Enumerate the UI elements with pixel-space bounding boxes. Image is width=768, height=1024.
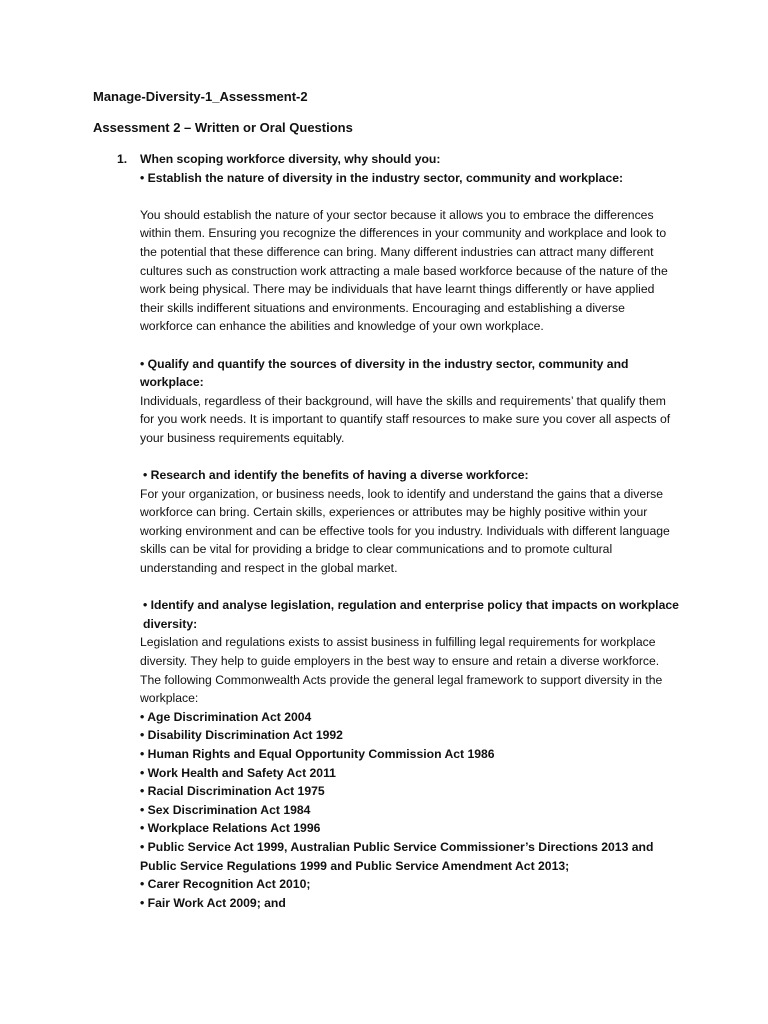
section-heading-benefits: • Research and identify the benefits of having a diverse workforce: [143, 468, 529, 483]
section-heading-legislation: • Identify and analyse legislation, regulation and enterprise policy that impacts on workplace diversity: [143, 598, 679, 631]
section-body-qualify: Individuals, regardless of their background, will have the skills and requirements’ that qualify them for you work needs. It is important to quantify staff resources to make sure you cover all aspects of your business requirements equitably. [140, 393, 671, 445]
act-item: • Work Health and Safety Act 2011 [140, 765, 336, 780]
section-body-benefits: For your organization, or business needs, look to identify and understand the gains that a diverse workforce can bring. Certain skills, experiences or attributes may be highly positive within your working environment and can be effective tools for you industry. Individuals with different language skills can be vital for providing a bridge to clear communications and to promote cultural understanding and respect in the global market. [140, 486, 670, 576]
section-heading-nature: • Establish the nature of diversity in the industry sector, community and workplace: [140, 170, 624, 185]
question-content [140, 150, 680, 912]
document-title: Manage-Diversity-1_Assessment-2 [93, 89, 308, 104]
question-number: 1. [117, 152, 128, 166]
act-item: • Fair Work Act 2009; and [140, 895, 286, 910]
act-item: • Age Discrimination Act 2004 [140, 709, 312, 724]
assessment-heading: Assessment 2 – Written or Oral Questions [93, 120, 353, 135]
section-body-legislation: Legislation and regulations exists to assist business in fulfilling legal requirements for workplace diversity. They help to guide employers in the best way to ensure and retain a diverse workforce. The following Commonwealth Acts provide the general legal framework to support diversity in the workplace: [140, 635, 663, 706]
acts-list [140, 708, 680, 913]
act-item: • Disability Discrimination Act 1992 [140, 728, 343, 743]
section-heading-qualify: • Qualify and quantify the sources of diversity in the industry sector, community and workplace: [140, 356, 629, 390]
section-body-nature: You should establish the nature of your sector because it allows you to embrace the differences within them. Ensuring you recognize the differences in your community and workplace and look to the potential that these difference can bring. Many different industries can attract many different cultures such as construction work attracting a male based workforce because of the nature of the work being physical. There may be individuals that have learnt things differently or have applied their skills indifferent situations and environments. Encouraging and establishing a diverse workforce can enhance the abilities and knowledge of your own workplace. [140, 207, 668, 334]
act-item: • Carer Recognition Act 2010; [140, 877, 311, 892]
act-item: • Sex Discrimination Act 1984 [140, 802, 311, 817]
act-item: • Racial Discrimination Act 1975 [140, 784, 325, 799]
act-item: • Public Service Act 1999, Australian Public Service Commissioner’s Directions 2013 and Public Service Regulations 1999 and Public Service Amendment Act 2013; [140, 839, 654, 873]
act-item: • Workplace Relations Act 1996 [140, 821, 321, 836]
act-item: • Human Rights and Equal Opportunity Commission Act 1986 [140, 747, 495, 761]
question-text: When scoping workforce diversity, why should you: [140, 152, 441, 166]
